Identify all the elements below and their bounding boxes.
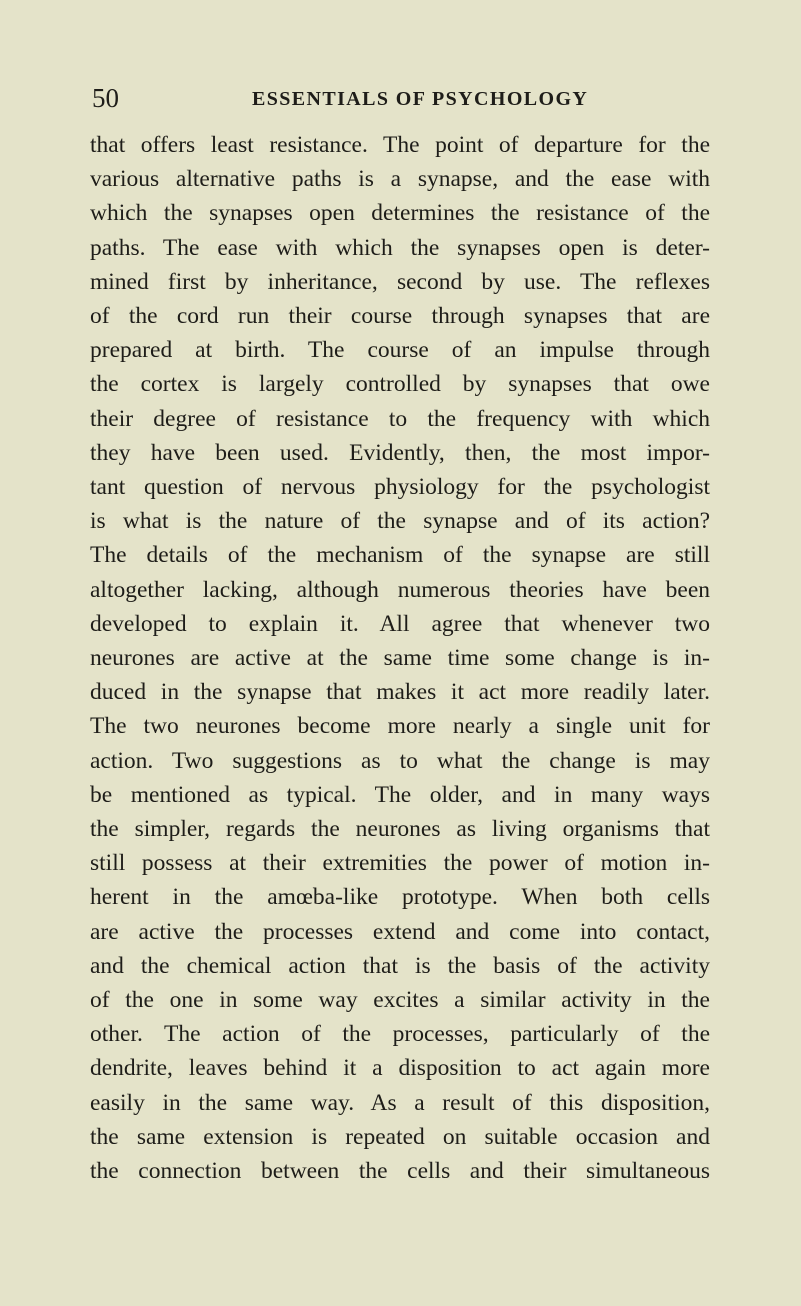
page-number: 50 (92, 83, 119, 113)
text-line: herent in the amœba-like prototype. When both cells (90, 884, 710, 911)
text-line: be mentioned as typical. The older, and in many ways (90, 781, 710, 808)
text-line: which the synapses open determines the resistance of the (90, 200, 710, 227)
text-line: paths. The ease with which the synapses open is deter- (90, 234, 710, 261)
text-line: the simpler, regards the neurones as living organisms that (90, 816, 710, 843)
text-line: is what is the nature of the synapse and of its action? (90, 508, 710, 535)
text-line: their degree of resistance to the frequency with which (90, 405, 710, 432)
body-text (90, 128, 710, 1188)
text-line: are active the processes extend and come into contact, (90, 918, 710, 945)
text-line: of the cord run their course through synapses that are (90, 303, 710, 330)
text-line: prepared at birth. The course of an impulse through (90, 337, 710, 364)
text-line: easily in the same way. As a result of this disposition, (90, 1089, 710, 1116)
running-title: ESSENTIALS OF PSYCHOLOGY (252, 88, 589, 110)
text-line: the cortex is largely controlled by synapses that owe (90, 371, 710, 398)
running-head (92, 82, 712, 114)
text-line: mined first by inheritance, second by use. The reflexes (90, 268, 710, 295)
text-line: neurones are active at the same time some change is in- (90, 645, 710, 672)
text-line: The details of the mechanism of the synapse are still (90, 542, 710, 569)
text-line: tant question of nervous physiology for the psychologist (90, 474, 710, 501)
text-line: developed to explain it. All agree that whenever two (90, 610, 710, 637)
text-line: other. The action of the processes, particularly of the (90, 1021, 710, 1048)
text-line: altogether lacking, although numerous theories have been (90, 576, 710, 603)
text-line: dendrite, leaves behind it a disposition to act again more (90, 1055, 710, 1082)
text-line: the connection between the cells and their simultaneous (90, 1158, 710, 1185)
text-line: The two neurones become more nearly a single unit for (90, 713, 710, 740)
text-line: they have been used. Evidently, then, the most impor- (90, 439, 710, 466)
text-line: still possess at their extremities the power of motion in- (90, 850, 710, 877)
text-line: and the chemical action that is the basis of the activity (90, 952, 710, 979)
text-line: action. Two suggestions as to what the change is may (90, 747, 710, 774)
text-line: duced in the synapse that makes it act more readily later. (90, 679, 710, 706)
text-line: that offers least resistance. The point of departure for the (90, 132, 710, 158)
text-line: various alternative paths is a synapse, and the ease with (90, 166, 710, 193)
text-line: the same extension is repeated on suitable occasion and (90, 1123, 710, 1150)
text-line: of the one in some way excites a similar activity in the (90, 987, 710, 1014)
